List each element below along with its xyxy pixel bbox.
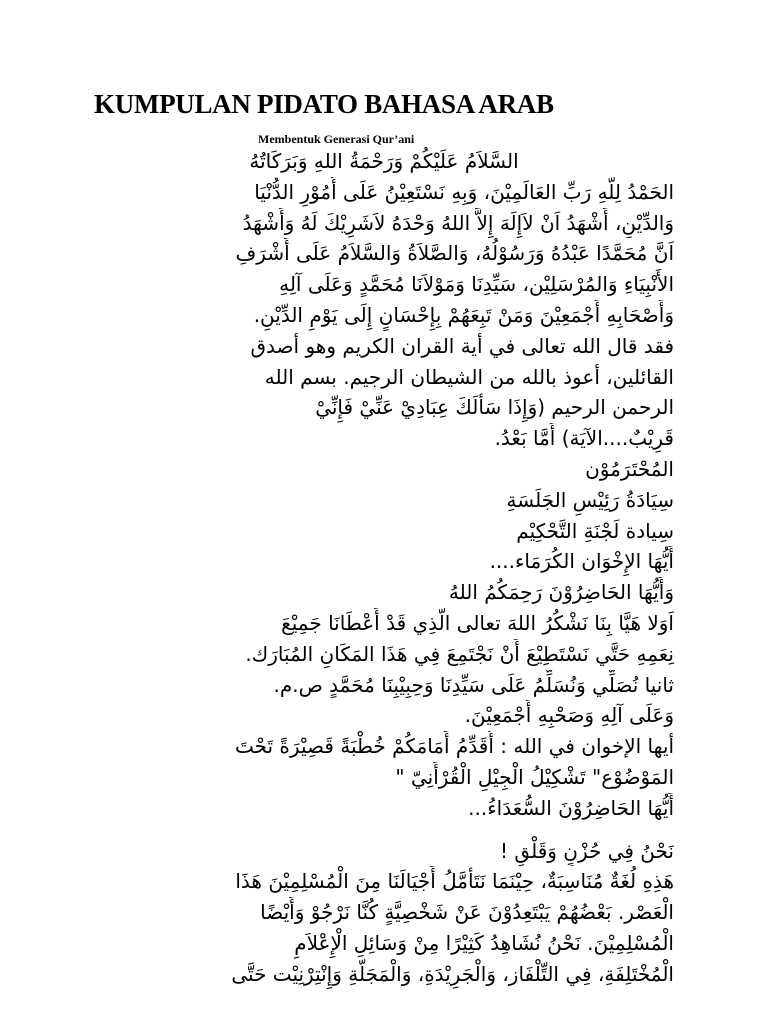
text-line: الرحمن الرحيم (وَإِذَا سَأَلَكَ عِبَادِيْ عَنِّيْ فَإِنِّيْ [315,395,674,420]
text-line: وَأَيُّهَا الحَاضِرُوْنَ رَحِمَكُمُ اللهُ [448,580,674,605]
paragraph-gap [94,824,674,836]
text-line: اَنَّ مُحَمَّدًا عَبْدُهُ وَرَسُوْلُهُ، وَالصَّلاَةُ وَالسَّلاَمُ عَلَى أَشْرَفِ [235,241,674,266]
text-line: الأَنْبِيَاءِ وَالمُرْسَلِيْن، سَيِّدِنَا وَمَوْلاَنَا مُحَمَّدٍ وَعَلَى آلِهِ [279,272,674,297]
text-line: وَالدِّيْنِ، أَشْهَدُ اَنْ لاَإِلَهَ إِلاَّ اللهُ وَحْدَهُ لاَشَرِيْكَ لَهُ وَأَشْهَدُ [242,210,674,235]
text-line: أَيُّهَا الإِخْوَان الكُرَمَاء.... [489,549,674,574]
text-line: الْمُسْلِمِيْنَ. نَحْنُ نُشَاهِدُ كَثِيْرًا مِنْ وَسَائِلِ الْإِعْلاَمِ [294,930,674,955]
text-line: المَوْضُوْع" تَشْكِيْلُ الْجِيْلِ الْقُرْأَنِيّ " [395,764,674,789]
text-line: القائلين، أعوذ بالله من الشيطان الرجيم. بسم الله [264,364,674,389]
text-line: فقد قال الله تعالى في أية القران الكريم وهو أصدق [250,333,674,358]
text-line: هَذِهِ لُغَةٌ مُنَاسِبَةٌ، حِيْنَمَا نَتَأَمَّلُ أَجْيَالَنَا مِنَ الْمُسْلِمِيْنَ هَذَا [235,869,674,894]
text-line: ثانيا نُصَلِّي وَنُسَلِّمُ عَلَى سَيِّدِنَا وَحِبِيْبِنَا مُحَمَّدٍ ص.م. [273,672,674,697]
text-line: نَحْنُ فِي حُزْنٍ وَقَلْقٍ ! [500,838,674,863]
greeting-line: السَّلاَمُ عَلَيْكُمْ وَرَحْمَةُ اللهِ وَبَرَكَاتُهُ [249,149,519,173]
text-line: الْعَصْر. بَعْضُهُمْ يَبْتَعِدُوْنَ عَنْ شَخْصِيَّةٍ كُنَّا نَرْجُوْ وَأَيْضًا [260,900,674,925]
text-line: أيها الإخوان في الله : أُقَدِّمُ أَمَامَكُمْ خُطْبَةً قَصِيْرَةً تَحْتَ [234,734,674,759]
text-line: وَعَلَى آلِهِ وَصَحْبِهِ أَجْمَعِيْنَ. [464,703,674,728]
text-line: سِيَادَةُ رَئِيْسِ الجَلَسَةِ [506,487,674,512]
arabic-speech-body [94,146,674,990]
text-line: نِعَمِهِ حَتَّي نَسْتَطِيْعَ أَنْ نَجْتَمِعَ فِي هَذَا المَكَانِ المُبَارَك. [245,641,674,666]
document-title: KUMPULAN PIDATO BAHASA ARAB [94,89,554,119]
text-line: وَأَصْحَابِهِ أَجْمَعِيْنَ وَمَنْ تَبِعَهُمْ بِإِحْسَانٍ إِلَى يَوْمِ الدِّيْنِ. [253,302,674,327]
document-subtitle: Membentuk Generasi Qur’ani [258,132,415,146]
text-line: اَوَلا هَيَّا بِنَا نَشْكُرُ اللهَ تعالى الَّذِي قَدْ أَعْطَانَا جَمِيْعَ [281,610,674,635]
text-line: المُحْتَرَمُوْن [585,456,674,481]
text-line: قَرِيْبٌ....الآيَة) أَمَّا بَعْدُ. [494,426,674,451]
text-line: أَيُّهَا الحَاضِرُوْنَ السُّعَدَاءُ... [468,795,674,820]
text-line: سِيادة لَجْنَةِ التَّحْكِيْم [516,518,674,543]
text-line: الْمُخْتَلِفَةِ، فِي التِّلْفَاز، وَالْجَرِيْدَةِ، وَالْمَجَلَّةِ وَإِنْتِرْنِيْت حَتَّى [231,961,674,986]
text-line: الحَمْدُ لِلّهِ رَبِّ العَالَمِيْنَ، وَبِهِ نَسْتَعِيْنُ عَلَى أُمُوْرِ الدُّنْيَا [254,179,674,204]
